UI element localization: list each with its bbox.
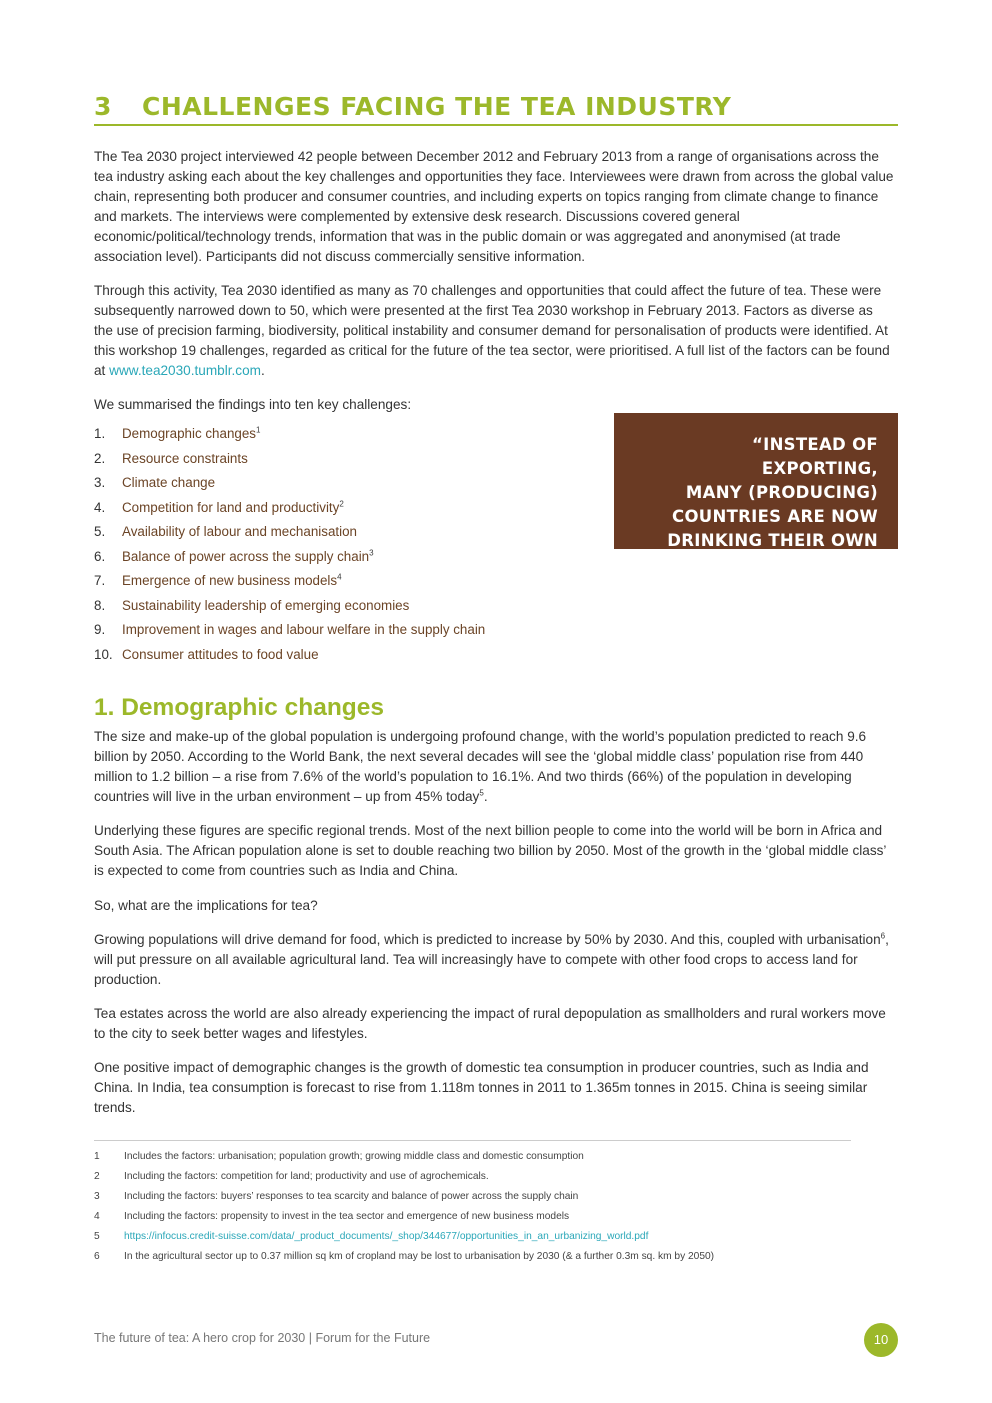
footnote-number: 2 (94, 1171, 100, 1182)
pull-quote-line-4: DRINKING THEIR OWN TEA” (667, 531, 878, 574)
footnote-number: 4 (94, 1211, 100, 1222)
footnote (94, 1210, 894, 1224)
footer-text: The future of tea: A hero crop for 2030 | Forum for the Future (94, 1331, 431, 1345)
footnote-ref: 6 (880, 931, 886, 941)
list-item-text: Balance of power across the supply chain (122, 548, 370, 564)
section-paragraph-1 (94, 727, 894, 807)
footnote (94, 1170, 894, 1184)
tea2030-link[interactable]: www.tea2030.tumblr.com (109, 363, 261, 378)
footnote-ref: 2 (339, 499, 344, 509)
section-paragraph-4-text-b: , will put pressure on all available agricultural land. Tea will increasingly have to compete with other food crops to access land for production. (94, 932, 889, 987)
footnote-ref: 1 (256, 425, 261, 435)
footnote-ref: 5 (479, 788, 484, 798)
credit-suisse-link[interactable]: https://infocus.credit-suisse.com/data/_product_documents/_shop/344677/opportunities_in_an_urbanizing_world.pdf (124, 1231, 649, 1242)
pull-quote-line-1: “INSTEAD OF EXPORTING, (751, 435, 878, 478)
list-item-number: 7. (94, 573, 106, 588)
pull-quote-line-2: MANY (PRODUCING) (685, 483, 878, 502)
list-item-number: 1. (94, 426, 106, 441)
list-item (94, 596, 574, 621)
list-item-number: 10. (94, 646, 113, 662)
intro-paragraph-2-text: Through this activity, Tea 2030 identified as many as 70 challenges and opportunities that could affect the future of tea. These were subsequently narrowed down to 50, which were presented at the first Tea 2030 workshop in February 2013. Factors as diverse as the use of precision farming, biodiversity, political instability and consumer demand for personalisation of products were identified. At this workshop 19 challenges, regarded as critical for the future of the tea sector, were prioritised. A full list of the factors can be found at (94, 283, 890, 378)
list-item (94, 424, 574, 449)
list-item-number: 9. (94, 622, 106, 637)
list-item (94, 498, 574, 523)
footnote-number: 1 (94, 1151, 100, 1162)
list-item-number: 5. (94, 524, 106, 539)
section-paragraph-3: So, what are the implications for tea? (94, 898, 318, 913)
footnote-text: Includes the factors: urbanisation; population growth; growing middle class and domestic consumption (124, 1151, 584, 1162)
section-paragraph-1-text: The size and make-up of the global population is undergoing profound change, with the world’s population predicted to reach 9.6 billion by 2050. According to the World Bank, the next several decades will see the ‘global middle class’ population rise from 440 million to 1.2 billion – a rise from 7.6% of the world’s population to 16.1%. And two thirds (66%) of the population in developing countries will live in the urban environment – up from 45% today (94, 729, 867, 804)
list-item (94, 620, 574, 645)
intro-paragraph-2 (94, 281, 894, 381)
list-item-number: 8. (94, 597, 106, 613)
list-item-text: Resource constraints (122, 450, 248, 466)
intro-paragraph-2-end: . (261, 363, 265, 378)
footnote-text: Including the factors: competition for land; productivity and use of agrochemicals. (124, 1171, 489, 1182)
footnote-text: In the agricultural sector up to 0.37 million sq km of cropland may be lost to urbanisation by 2030 (& a further 0.3m sq. km by 2050) (124, 1251, 715, 1262)
list-item (94, 571, 574, 596)
section-paragraph-4 (94, 930, 894, 990)
list-item (94, 473, 574, 498)
footnote-text: Including the factors: propensity to invest in the tea sector and emergence of new business models (124, 1211, 570, 1222)
footnote-number: 3 (94, 1191, 100, 1202)
list-item-text: Emergence of new business models (122, 573, 338, 588)
footnote-divider (94, 1140, 851, 1141)
footnote (94, 1250, 894, 1264)
page-number-badge: 10 (864, 1323, 898, 1357)
footnote-text: Including the factors: buyers’ responses to tea scarcity and balance of power across the supply chain (124, 1191, 579, 1202)
intro-paragraph-1: The Tea 2030 project interviewed 42 people between December 2012 and February 2013 from a range of organisations across the tea industry asking each about the key challenges and opportunities they face. Interviewees were drawn from across the global value chain, representing both producer and consumer countries, and including experts on topics ranging from climate change to finance and markets. The interviews were complemented by extensive desk research. Discussions covered general economic/political/technology trends, information that was in the public domain or was aggregated and anonymised (at trade association level). Participants did not discuss commercially sensitive information. (94, 149, 894, 264)
list-item-text: Improvement in wages and labour welfare in the supply chain (122, 622, 486, 637)
footnote-ref: 4 (337, 572, 342, 582)
list-item-text: Demographic changes (122, 426, 256, 441)
challenges-list (94, 424, 574, 669)
list-item-text: Availability of labour and mechanisation (122, 524, 357, 539)
list-item (94, 547, 574, 572)
footnote-ref: 3 (369, 548, 374, 558)
list-item-number: 2. (94, 450, 106, 466)
footnote-number: 5 (94, 1231, 100, 1242)
chapter-heading (94, 92, 898, 126)
section-paragraph-5: Tea estates across the world are also already experiencing the impact of rural depopulation as smallholders and rural workers move to the city to seek better wages and lifestyles. (94, 1006, 886, 1041)
list-item (94, 645, 574, 670)
intro-paragraph-3: We summarised the findings into ten key challenges: (94, 397, 412, 412)
section-paragraph-2: Underlying these figures are specific regional trends. Most of the next billion people to come into the world will be born in Africa and South Asia. The African population alone is set to double reaching two billion by 2050. Most of the growth in the ‘global middle class’ is expected to come from countries such as India and China. (94, 823, 886, 878)
footnote (94, 1190, 894, 1204)
chapter-number: 3 (94, 92, 112, 121)
footnote (94, 1150, 894, 1164)
list-item (94, 522, 574, 547)
list-item-text: Sustainability leadership of emerging economies (122, 597, 410, 613)
chapter-title: CHALLENGES FACING THE TEA INDUSTRY (142, 92, 732, 121)
section-paragraph-4-text-a: Growing populations will drive demand for food, which is predicted to increase by 50% by 2030. And this, coupled with urbanisation (94, 932, 881, 947)
section-paragraph-6: One positive impact of demographic changes is the growth of domestic tea consumption in producer countries, such as India and China. In India, tea consumption is forecast to rise from 1.118m tonnes in 2011 to 1.365m tonnes in 2015. China is seeing similar trends. (94, 1060, 869, 1115)
list-item-number: 4. (94, 499, 106, 515)
list-item-text: Consumer attitudes to food value (122, 646, 319, 662)
list-item-text: Competition for land and productivity (122, 499, 340, 515)
footnote-number: 6 (94, 1251, 100, 1262)
list-item-number: 6. (94, 548, 106, 564)
list-item-number: 3. (94, 475, 106, 490)
pull-quote-line-3: COUNTRIES ARE NOW (672, 507, 878, 526)
list-item-text: Climate change (122, 475, 216, 490)
pull-quote (614, 413, 898, 574)
section-heading: 1. Demographic changes (94, 694, 385, 721)
section-paragraph-1-end: . (483, 789, 488, 804)
footnote (94, 1230, 894, 1244)
list-item (94, 449, 574, 474)
